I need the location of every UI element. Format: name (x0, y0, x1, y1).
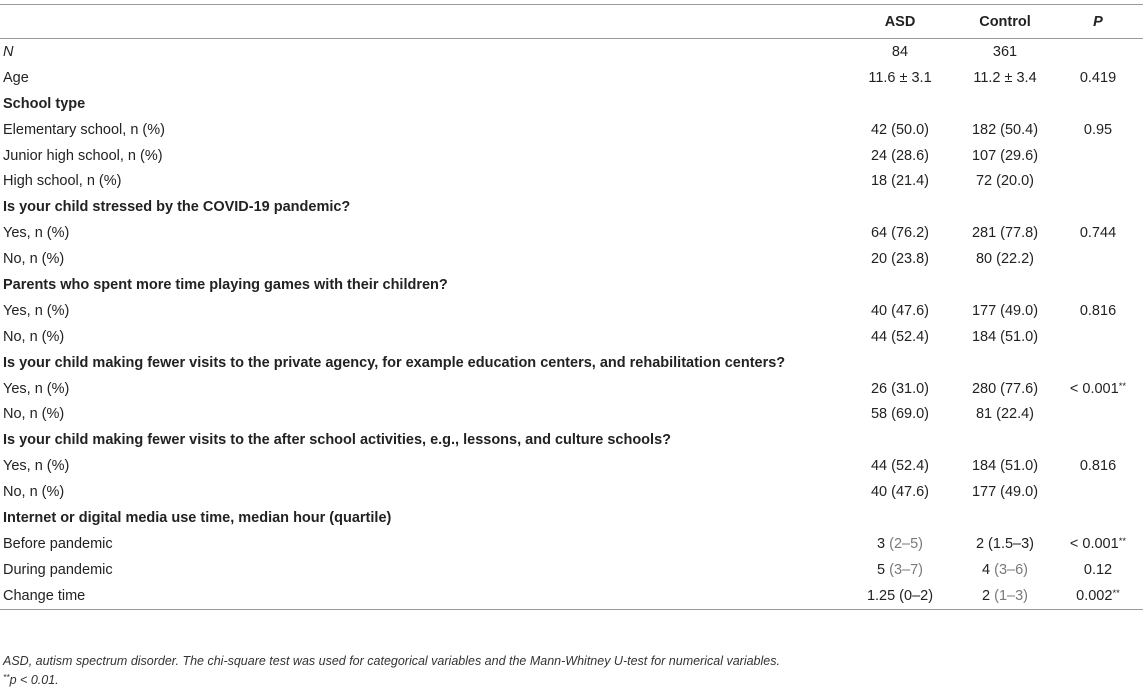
row-label: Age (3, 69, 29, 86)
table-row (0, 531, 1143, 557)
significance-mark: ** (1112, 587, 1120, 599)
row-label: Yes, n (%) (3, 225, 70, 242)
table-header-row (0, 5, 1143, 39)
p-value (1053, 194, 1143, 220)
section-header-row (0, 505, 1143, 531)
p-value (1053, 427, 1143, 453)
asd-value-text: 84 (891, 43, 909, 60)
control-value (957, 427, 1053, 453)
control-value-text: 2 (982, 587, 991, 604)
p-value (1053, 401, 1143, 427)
p-value (1053, 143, 1143, 169)
section-header-row (0, 427, 1143, 453)
p-value-text: < 0.001 (1069, 535, 1119, 552)
p-value (1053, 39, 1143, 65)
asd-value-text: 26 (31.0) (870, 380, 930, 397)
section-label: Is your child making fewer visits to the after school activities, e.g., lessons, and culture schools? (3, 432, 671, 449)
footnote-sig-mark: ** (3, 672, 10, 682)
table-row (0, 117, 1143, 143)
control-value (957, 39, 1053, 65)
control-value-text: 11.2 ± 3.4 (973, 69, 1037, 86)
asd-value (843, 583, 957, 609)
asd-value (843, 91, 957, 117)
table-row (0, 376, 1143, 402)
asd-value (843, 505, 957, 531)
control-value-text: 280 (77.6) (971, 380, 1039, 397)
control-value (957, 246, 1053, 272)
control-value (957, 583, 1053, 609)
section-header-row (0, 350, 1143, 376)
row-label: N (3, 43, 14, 60)
p-value (1053, 324, 1143, 350)
p-value-text: 0.95 (1083, 121, 1113, 138)
control-value-text: 81 (22.4) (975, 406, 1035, 423)
p-value (1053, 557, 1143, 583)
asd-value (843, 143, 957, 169)
p-value (1053, 220, 1143, 246)
control-value-text: 361 (992, 43, 1018, 60)
control-value (957, 194, 1053, 220)
p-value (1053, 376, 1143, 402)
table-footnote (3, 653, 780, 688)
p-value (1053, 298, 1143, 324)
p-value-text: 0.816 (1079, 458, 1117, 475)
section-label: Internet or digital media use time, median hour (quartile) (3, 509, 392, 526)
control-value-text: 72 (20.0) (975, 173, 1035, 190)
asd-value-text: 40 (47.6) (870, 302, 930, 319)
asd-value-text: 11.6 ± 3.1 (868, 69, 932, 86)
p-value (1053, 505, 1143, 531)
section-label: Is your child making fewer visits to the private agency, for example education centers, and rehabilitation centers? (3, 354, 786, 371)
asd-value (843, 220, 957, 246)
row-label: Yes, n (%) (3, 380, 70, 397)
control-value (957, 143, 1053, 169)
control-value (957, 65, 1053, 91)
control-value-text: 182 (50.4) (971, 121, 1039, 138)
asd-value (843, 557, 957, 583)
table-row (0, 143, 1143, 169)
asd-value-text: 24 (28.6) (870, 147, 930, 164)
asd-value (843, 427, 957, 453)
asd-value (843, 401, 957, 427)
control-value (957, 557, 1053, 583)
header-control: Control (957, 5, 1053, 39)
asd-value (843, 117, 957, 143)
control-value (957, 117, 1053, 143)
table-row (0, 298, 1143, 324)
asd-value-text: 1.25 (0–2) (866, 587, 934, 604)
asd-value (843, 350, 957, 376)
asd-value-text: 44 (52.4) (870, 328, 930, 345)
asd-value-text: 42 (50.0) (870, 121, 930, 138)
section-header-row (0, 194, 1143, 220)
section-label: Parents who spent more time playing games with their children? (3, 276, 448, 293)
control-value-text: 177 (49.0) (971, 302, 1039, 319)
asd-value (843, 272, 957, 298)
asd-value (843, 453, 957, 479)
p-value (1053, 583, 1143, 609)
row-label: Elementary school, n (%) (3, 121, 165, 138)
footnote-abbreviations: ASD, autism spectrum disorder. The chi-square test was used for categorical variables and the Mann-Whitney U-test for numerical variables. (3, 654, 780, 668)
asd-value-text: 18 (21.4) (870, 173, 930, 190)
control-value (957, 505, 1053, 531)
p-value (1053, 117, 1143, 143)
control-value-text: 184 (51.0) (971, 458, 1039, 475)
footnote-significance (3, 669, 780, 688)
row-label: Before pandemic (3, 535, 113, 552)
p-value-text: 0.002 (1076, 587, 1113, 604)
header-p-value: P (1053, 5, 1143, 39)
asd-value (843, 531, 957, 557)
p-value (1053, 91, 1143, 117)
table-row (0, 39, 1143, 65)
table-row (0, 453, 1143, 479)
table-body (0, 39, 1143, 610)
control-value (957, 168, 1053, 194)
p-value (1053, 350, 1143, 376)
asd-quartile: (3–7) (889, 561, 923, 578)
significance-mark: ** (1118, 380, 1127, 392)
table-row (0, 479, 1143, 505)
control-value (957, 272, 1053, 298)
control-value-text: 2 (1.5–3) (975, 535, 1035, 552)
asd-value (843, 324, 957, 350)
asd-quartile: (2–5) (889, 535, 923, 552)
row-label: Junior high school, n (%) (3, 147, 163, 164)
asd-value (843, 298, 957, 324)
table-row (0, 401, 1143, 427)
p-value-text: 0.744 (1079, 225, 1117, 242)
p-value-text: 0.816 (1079, 302, 1117, 319)
footnote-sig-text: p < 0.01. (9, 673, 59, 687)
section-label: School type (3, 95, 86, 112)
section-label: Is your child stressed by the COVID-19 pandemic? (3, 199, 351, 216)
p-value (1053, 65, 1143, 91)
p-value (1053, 272, 1143, 298)
control-value-text: 281 (77.8) (971, 225, 1039, 242)
p-value (1053, 479, 1143, 505)
p-value-text: 0.419 (1079, 69, 1117, 86)
p-value-text: < 0.001 (1069, 380, 1119, 397)
control-value-text: 4 (982, 561, 991, 578)
asd-value (843, 479, 957, 505)
control-value-text: 184 (51.0) (971, 328, 1039, 345)
section-header-row (0, 272, 1143, 298)
control-value (957, 91, 1053, 117)
control-value (957, 220, 1053, 246)
table-row (0, 220, 1143, 246)
row-label: No, n (%) (3, 406, 65, 423)
asd-value (843, 246, 957, 272)
section-header-row (0, 91, 1143, 117)
asd-value (843, 194, 957, 220)
asd-value-text: 58 (69.0) (870, 406, 930, 423)
asd-value-text: 40 (47.6) (870, 484, 930, 501)
control-value-text: 80 (22.2) (975, 251, 1035, 268)
asd-value-text: 20 (23.8) (870, 251, 930, 268)
row-label: No, n (%) (3, 251, 65, 268)
control-value-text: 107 (29.6) (971, 147, 1039, 164)
control-quartile: (3–6) (994, 561, 1028, 578)
control-value (957, 453, 1053, 479)
control-value (957, 531, 1053, 557)
asd-value-text: 5 (877, 561, 886, 578)
control-value (957, 324, 1053, 350)
row-label: During pandemic (3, 561, 113, 578)
row-label: Yes, n (%) (3, 302, 70, 319)
p-value-text: 0.12 (1083, 561, 1113, 578)
row-label: Yes, n (%) (3, 458, 70, 475)
table-row (0, 65, 1143, 91)
table-row (0, 324, 1143, 350)
header-label-cell (0, 5, 843, 39)
control-value-text: 177 (49.0) (971, 484, 1039, 501)
control-value (957, 298, 1053, 324)
control-value (957, 401, 1053, 427)
table-row (0, 246, 1143, 272)
control-value (957, 350, 1053, 376)
table-row (0, 168, 1143, 194)
row-label: High school, n (%) (3, 173, 122, 190)
row-label: Change time (0, 583, 843, 609)
row-label: No, n (%) (3, 328, 65, 345)
asd-value (843, 376, 957, 402)
control-value (957, 479, 1053, 505)
asd-value (843, 39, 957, 65)
asd-value-text: 44 (52.4) (870, 458, 930, 475)
asd-value-text: 3 (877, 535, 886, 552)
results-table (0, 4, 1143, 610)
control-quartile: (1–3) (994, 587, 1028, 604)
header-asd: ASD (843, 5, 957, 39)
asd-value-text: 64 (76.2) (870, 225, 930, 242)
p-value (1053, 168, 1143, 194)
asd-value (843, 65, 957, 91)
table-row (0, 583, 1143, 609)
p-value (1053, 453, 1143, 479)
row-label: No, n (%) (3, 484, 65, 501)
p-value (1053, 246, 1143, 272)
p-value (1053, 531, 1143, 557)
table-row (0, 557, 1143, 583)
control-value (957, 376, 1053, 402)
asd-value (843, 168, 957, 194)
significance-mark: ** (1118, 535, 1127, 547)
